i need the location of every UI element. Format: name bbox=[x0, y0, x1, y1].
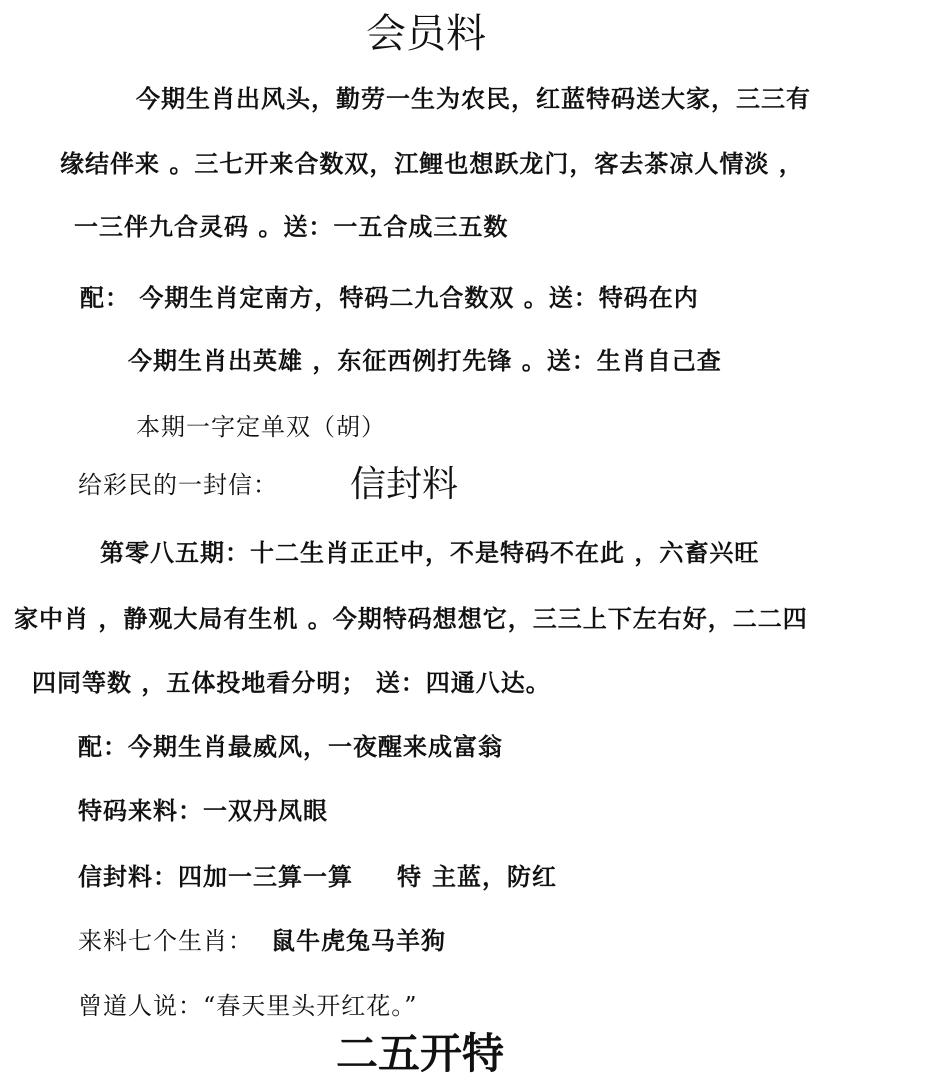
danshuang-line: 本期一字定单双（胡） bbox=[136, 413, 386, 441]
xinfeng-line bbox=[78, 862, 557, 892]
bottom-title: 二五开特 bbox=[336, 1029, 505, 1078]
paragraph2-line3: 四同等数 ，五体投地看分明； 送：四通八达。 bbox=[32, 668, 551, 697]
xinfeng-value: 四加一三算一算 bbox=[178, 862, 353, 891]
pei-line-2: 配：今期生肖最威风，一夜醒来成富翁 bbox=[78, 732, 503, 761]
te-value: 主蓝，防红 bbox=[432, 862, 557, 891]
tema-value: 一双丹凤眼 bbox=[203, 796, 328, 825]
letter-label: 给彩民的一封信： bbox=[78, 471, 278, 499]
paragraph1-line3: 一三伴九合灵码 。送：一五合成三五数 bbox=[74, 212, 509, 241]
zodiac-value: 鼠牛虎兔马羊狗 bbox=[271, 926, 446, 955]
paragraph1-line2: 缘结伴来 。三七开来合数双，江鲤也想跃龙门，客去茶凉人情淡 ， bbox=[60, 149, 804, 178]
tema-label: 特码来料： bbox=[78, 796, 203, 825]
paragraph2-line1: 第零八五期：十二生肖正正中，不是特码不在此 ，六畜兴旺 bbox=[100, 538, 760, 567]
hero-line: 今期生肖出英雄 ，东征西例打先锋 。送：生肖自己查 bbox=[128, 346, 722, 375]
paragraph2-line2: 家中肖 ，静观大局有生机 。今期特码想想它，三三上下左右好，二二四 bbox=[14, 604, 808, 633]
xinfeng-label: 信封料： bbox=[78, 862, 178, 891]
letter-title: 信封料 bbox=[350, 464, 459, 505]
zodiac-label: 来料七个生肖： bbox=[78, 927, 253, 955]
page-title: 会员料 bbox=[366, 11, 486, 57]
tema-line bbox=[78, 796, 328, 826]
paragraph1-line1: 今期生肖出风头，勤劳一生为农民，红蓝特码送大家，三三有 bbox=[136, 84, 811, 113]
te-label: 特 bbox=[397, 862, 422, 891]
zodiac-line bbox=[78, 926, 446, 956]
quote-line: 曾道人说：“春天里头开红花。” bbox=[78, 992, 418, 1020]
pei-line-1: 配： 今期生肖定南方，特码二九合数双 。送：特码在内 bbox=[80, 283, 699, 312]
